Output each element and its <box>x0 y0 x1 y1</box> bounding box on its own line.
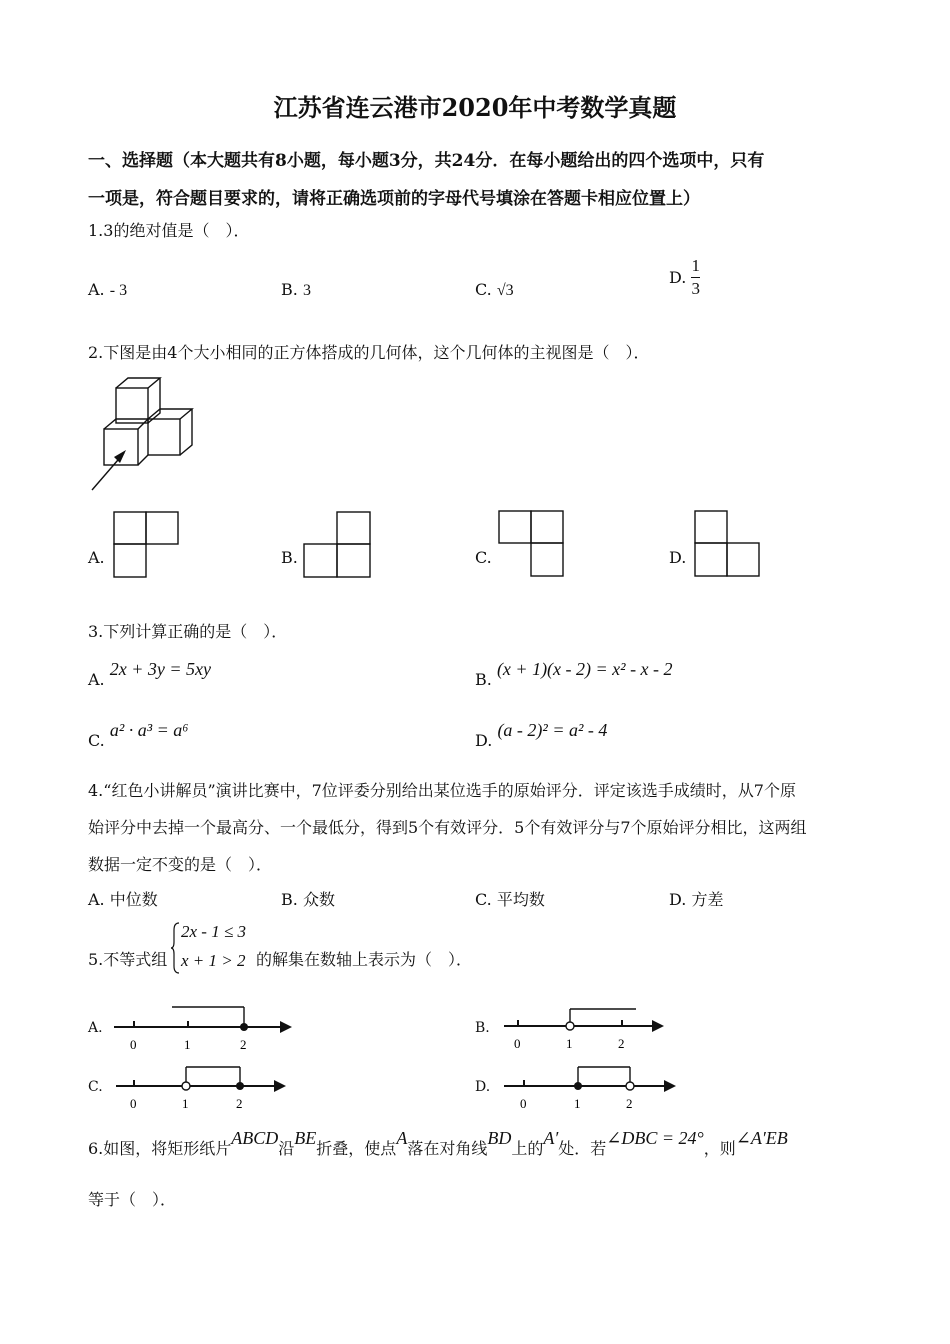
q5-b-tick-1: 1 <box>566 1036 573 1051</box>
page-title: 江苏省连云港市2020年中考数学真题 <box>273 93 677 122</box>
q5-option-b[interactable]: B. <box>475 1020 490 1036</box>
q5-inequality-1: 2x - 1 ≤ 3 <box>181 922 247 941</box>
q2-option-a[interactable]: A. <box>88 548 105 567</box>
q6-math-angle-aeb: ∠A′EB <box>735 1128 788 1148</box>
q5-b-tick-2: 2 <box>618 1036 625 1051</box>
q3-option-b-expr: (x + 1)(x - 2) = x² - x - 2 <box>496 659 673 679</box>
q6-text-2: 沿 <box>278 1139 295 1158</box>
q6-stem-line1 <box>88 1126 788 1158</box>
q4-option-b[interactable] <box>281 887 335 910</box>
q5-option-d[interactable]: D. <box>475 1079 491 1095</box>
q6-text-4: 落在对角线 <box>407 1139 488 1158</box>
q5-a-tick-0: 0 <box>130 1037 137 1052</box>
q5-option-d-number-line <box>502 1066 678 1112</box>
q2-option-a-view <box>113 511 179 578</box>
q5-inequality-2: x + 1 > 2 <box>181 951 246 970</box>
q2-stem: 2.下图是由4个大小相同的正方体搭成的几何体，这个几何体的主视图是（ ）． <box>88 343 650 362</box>
q4-option-d[interactable] <box>669 887 723 910</box>
q5-option-c-number-line <box>114 1066 288 1112</box>
q5-option-a-number-line <box>112 1005 294 1055</box>
q4-option-c-text: 平均数 <box>496 890 545 909</box>
q6-text-5: 上的 <box>511 1139 544 1158</box>
q1-option-d-numerator: 1 <box>691 256 700 275</box>
q5-prefix: 5.不等式组 <box>88 950 168 969</box>
q5-a-tick-2: 2 <box>240 1037 247 1052</box>
q4-option-d-text: 方差 <box>691 890 724 909</box>
q4-option-a[interactable] <box>88 887 158 910</box>
q6-math-angle-dbc: ∠DBC = 24° <box>606 1128 704 1148</box>
q3-option-c-expr: a² · a³ = a⁶ <box>109 720 189 740</box>
q1-option-a[interactable] <box>88 280 127 300</box>
q5-d-tick-2: 2 <box>626 1096 633 1111</box>
q2-option-c[interactable]: C. <box>475 548 492 567</box>
q6-math-bd: BD <box>487 1128 512 1148</box>
q5-c-tick-1: 1 <box>182 1096 189 1111</box>
q6-text-6: 处．若 <box>558 1139 607 1158</box>
q5-d-tick-0: 0 <box>520 1096 527 1111</box>
q4-option-c[interactable] <box>475 887 545 910</box>
q1-option-d-denominator: 3 <box>691 279 700 298</box>
q2-cube-figure <box>88 375 200 493</box>
q1-option-b-label: B. <box>281 280 298 299</box>
q4-stem-line2: 始评分中去掉一个最高分、一个最低分，得到5个有效评分．5个有效评分与7个原始评分相比，这两组 <box>88 818 807 837</box>
q6-math-be: BE <box>294 1128 317 1148</box>
q3-option-a[interactable] <box>88 659 211 689</box>
q3-option-b-label: B. <box>475 670 492 689</box>
q2-option-d-view <box>694 510 760 577</box>
q1-stem: 1.3的绝对值是（ ）． <box>88 221 250 240</box>
q6-text-7: ，则 <box>703 1139 736 1158</box>
q5-option-c[interactable]: C. <box>88 1079 103 1095</box>
q6-math-a-prime: A′ <box>543 1128 559 1148</box>
q3-option-c[interactable] <box>88 720 189 750</box>
q3-stem: 3.下列计算正确的是（ ）． <box>88 622 288 641</box>
q1-option-a-value: - 3 <box>109 282 128 299</box>
q2-option-d[interactable]: D. <box>669 548 687 567</box>
q3-option-d-expr: (a - 2)² = a² - 4 <box>497 720 608 740</box>
q3-option-a-expr: 2x + 3y = 5xy <box>109 659 211 679</box>
q3-option-a-label: A. <box>88 670 105 689</box>
q3-option-b[interactable] <box>475 659 673 689</box>
q4-option-a-text: 中位数 <box>109 890 158 909</box>
q2-option-b-view <box>303 511 371 578</box>
q4-option-b-text: 众数 <box>302 890 335 909</box>
q5-option-a[interactable]: A. <box>88 1020 103 1036</box>
q3-option-d-label: D. <box>475 731 493 750</box>
q2-option-c-view <box>498 510 564 577</box>
q5-b-tick-0: 0 <box>514 1036 521 1051</box>
q5-d-tick-1: 1 <box>574 1096 581 1111</box>
q4-option-d-label: D. <box>669 890 687 909</box>
q1-option-d[interactable] <box>669 255 700 300</box>
q3-option-c-label: C. <box>88 731 105 750</box>
q2-option-b[interactable]: B. <box>281 548 298 567</box>
q6-math-a: A <box>396 1128 408 1148</box>
q5-option-b-number-line <box>502 1008 666 1054</box>
q6-text-1: 6.如图，将矩形纸片 <box>88 1139 232 1158</box>
q5-c-tick-2: 2 <box>236 1096 243 1111</box>
q5-suffix: 的解集在数轴上表示为（ ）． <box>256 950 473 969</box>
q1-option-c[interactable] <box>475 280 514 300</box>
section-heading-line2: 一项是，符合题目要求的，请将正确选项前的字母代号填涂在答题卡相应位置上） <box>88 189 700 209</box>
q1-option-b-value: 3 <box>302 282 311 299</box>
section-heading-line1: 一、选择题（本大题共有8小题，每小题3分，共24分．在每小题给出的四个选项中，只有 <box>88 151 765 171</box>
q1-option-c-label: C. <box>475 280 492 299</box>
q6-math-abcd: ABCD <box>231 1128 279 1148</box>
q5-c-tick-0: 0 <box>130 1096 137 1111</box>
q4-option-a-label: A. <box>88 890 105 909</box>
q6-stem-line2: 等于（ ）． <box>88 1190 177 1209</box>
q6-text-3: 折叠，使点 <box>316 1139 397 1158</box>
q4-stem-line1: 4.“红色小讲解员”演讲比赛中，7位评委分别给出某位选手的原始评分．评定该选手成绩时，从7个原 <box>88 781 796 800</box>
q1-option-c-value: √3 <box>496 282 514 299</box>
q5-a-tick-1: 1 <box>184 1037 191 1052</box>
q4-option-c-label: C. <box>475 890 492 909</box>
q1-option-b[interactable] <box>281 280 311 300</box>
q3-option-d[interactable] <box>475 720 608 750</box>
q1-option-d-label: D. <box>669 268 687 287</box>
q4-stem-line3: 数据一定不变的是（ ）． <box>88 855 273 874</box>
q1-option-a-label: A. <box>88 280 105 299</box>
q1-option-d-fraction <box>691 255 700 300</box>
q5-brace <box>170 922 180 974</box>
q4-option-b-label: B. <box>281 890 298 909</box>
